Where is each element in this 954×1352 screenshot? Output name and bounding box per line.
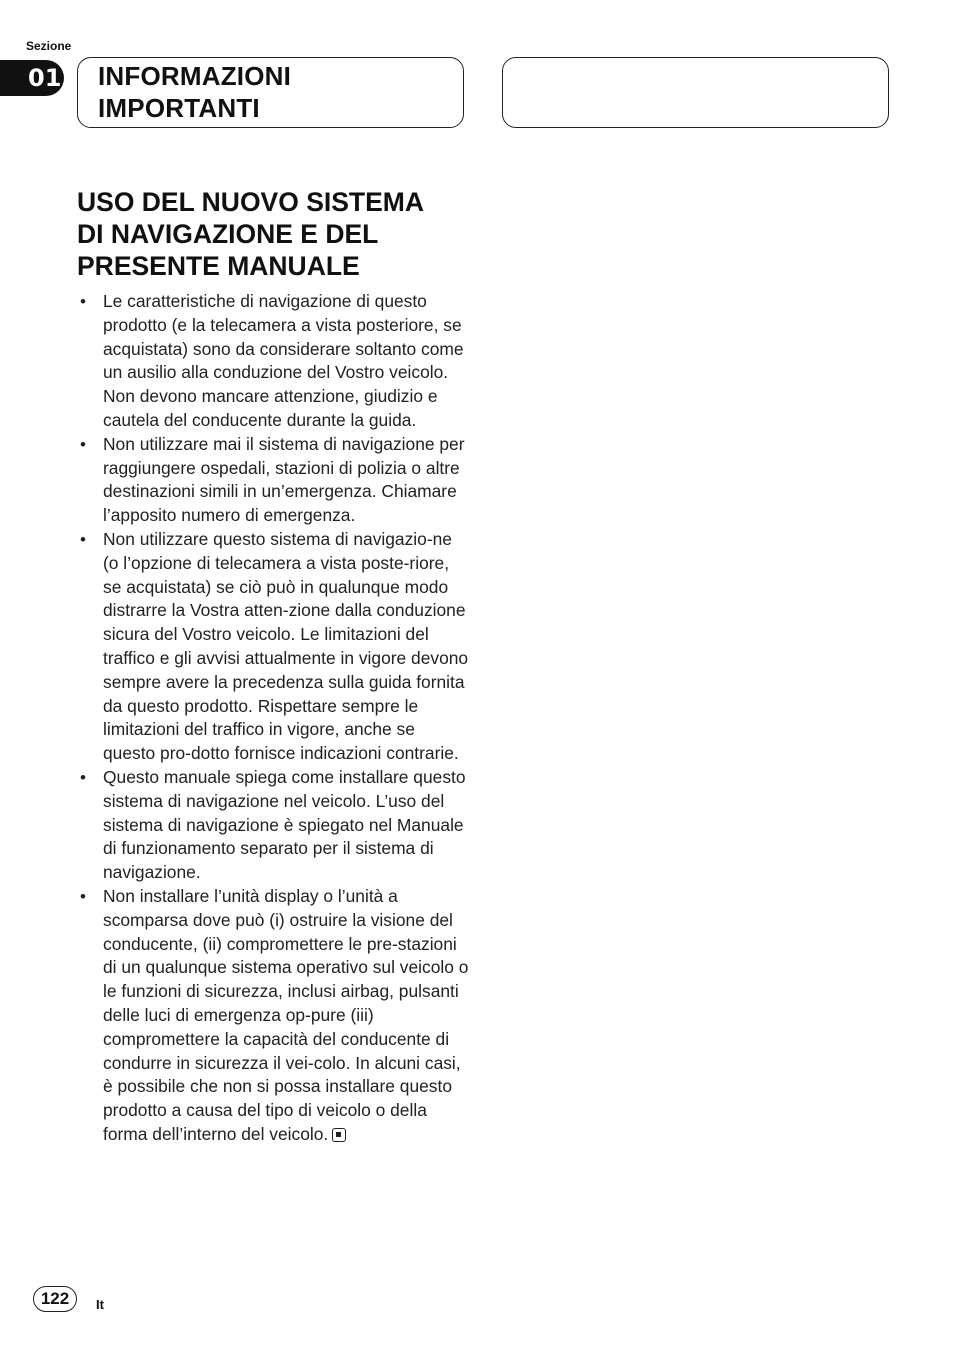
bullet-icon: •: [80, 767, 86, 787]
section-heading-line3: PRESENTE MANUALE: [77, 251, 360, 281]
bullet-list: [77, 290, 469, 1147]
end-of-section-icon: [332, 1128, 346, 1142]
bullet-icon: •: [80, 886, 86, 906]
chapter-title: [98, 60, 291, 124]
section-heading-line2: DI NAVIGAZIONE E DEL: [77, 219, 379, 249]
section-label: Sezione: [26, 39, 72, 53]
section-heading-line1: USO DEL NUOVO SISTEMA: [77, 187, 424, 217]
bullet-text: Non utilizzare questo sistema di navigazio-ne (o l’opzione di telecamera a vista poste-riore, se acquistata) se ciò può in qualunque modo distrarre la Vostra atten-zione dalla conduzione sicura del Vostro veicolo. Le limitazioni del traffico e gli avvisi attualmente in vigore devono sempre avere la precedenza sulla guida fornita da questo prodotto. Rispettare sempre le limitazioni del traffico in vigore, anche se questo pro-dotto fornisce indicazioni contrarie.: [103, 528, 469, 764]
page-number: 122: [33, 1286, 77, 1312]
bullet-text: Non installare l’unità display o l’unità a scomparsa dove può (i) ostruire la visione del conducente, (ii) compromettere le pre-stazioni di un qualunque sistema operativo sul veicolo o le funzioni di sicurezza, inclusi airbag, pulsanti delle luci di emergenza op-pure (iii) compromettere la capacità del conducente di condurre in sicurezza il vei-colo. In alcuni casi, è possibile che non si possa installare questo prodotto a causa del tipo di veicolo o della forma dell’interno del veicolo.: [103, 885, 469, 1144]
bullet-icon: •: [80, 434, 86, 454]
list-item: [77, 433, 469, 528]
bullet-icon: •: [80, 529, 86, 549]
bullet-text: Le caratteristiche di navigazione di questo prodotto (e la telecamera a vista posteriore, se acquistata) sono da considerare soltanto come un ausilio alla conduzione del Vostro veicolo. Non devono mancare attenzione, giudizio e cautela del conducente durante la guida.: [103, 291, 464, 430]
bullet-icon: •: [80, 292, 86, 311]
section-number-badge: 01: [0, 60, 64, 96]
chapter-title-line2: IMPORTANTI: [98, 93, 260, 123]
chapter-title-line1: INFORMAZIONI: [98, 61, 292, 91]
bullet-text: Non utilizzare mai il sistema di navigazione per raggiungere ospedali, stazioni di polizia o altre destinazioni simili in un’emergenza. Chiamare l’apposito numero di emergenza.: [103, 433, 465, 526]
chapter-title-box: [77, 57, 464, 128]
list-item: [77, 766, 469, 885]
list-item: [77, 885, 469, 1147]
section-heading: [77, 186, 477, 282]
list-item: [77, 528, 469, 766]
language-code: It: [96, 1297, 104, 1312]
list-item: [77, 290, 469, 433]
bullet-text: Questo manuale spiega come installare questo sistema di navigazione nel veicolo. L’uso del sistema di navigazione è spiegato nel Manuale di funzionamento separato per il sistema di navigazione.: [103, 766, 466, 883]
empty-header-box: [502, 57, 889, 128]
